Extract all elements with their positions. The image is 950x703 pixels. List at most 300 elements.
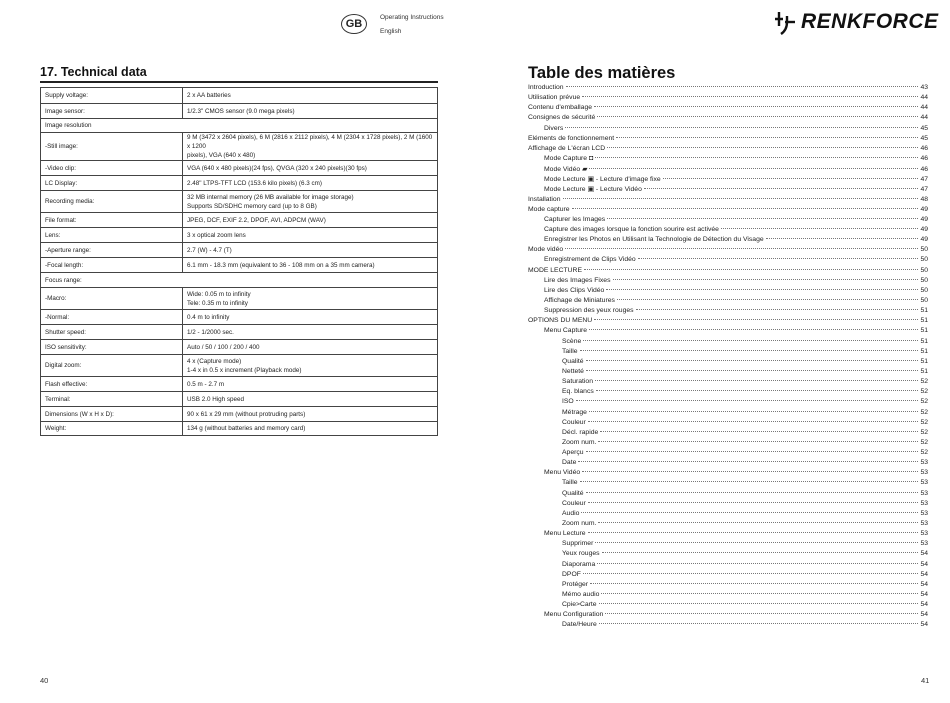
toc-page-number: 51	[920, 307, 928, 315]
toc-leader-dots	[613, 279, 919, 280]
toc-entry-label	[528, 145, 605, 152]
header-instructions: Operating Instructions	[380, 14, 444, 21]
spec-row	[41, 422, 438, 436]
toc-page-number: 53	[920, 499, 928, 507]
toc-title: Table des matières	[528, 64, 676, 82]
toc-entry-label	[562, 449, 584, 456]
toc-entry-text: Menu Lecture	[544, 530, 586, 538]
toc-page-number: 45	[920, 134, 928, 142]
toc-entry-label	[544, 530, 586, 537]
toc-page-number: 54	[920, 560, 928, 568]
toc-leader-dots	[605, 613, 918, 614]
toc-leader-dots	[586, 360, 919, 361]
toc-page-number: 54	[920, 550, 928, 558]
spec-label: LC Display:	[41, 176, 183, 191]
toc-entry-label	[562, 581, 588, 588]
toc-page-number: 52	[920, 418, 928, 426]
toc-entry[interactable]	[528, 135, 928, 145]
toc-entry[interactable]	[528, 540, 928, 550]
toc-entry[interactable]	[528, 277, 928, 287]
toc-entry[interactable]	[528, 378, 928, 388]
spec-value-line: 0.5 m - 2.7 m	[187, 380, 225, 388]
spec-label: -Video clip:	[41, 161, 183, 176]
spec-label: ISO sensitivity:	[41, 340, 183, 355]
spec-row	[41, 325, 438, 340]
toc-leader-dots	[602, 552, 919, 553]
toc-entry[interactable]	[528, 297, 928, 307]
toc-entry-label	[562, 368, 584, 375]
spec-value-line: 1/2 - 1/2000 sec.	[187, 328, 234, 336]
spec-value	[183, 407, 438, 422]
spec-label: Image sensor:	[41, 104, 183, 119]
spec-label: Supply voltage:	[41, 88, 183, 104]
toc-leader-dots	[644, 188, 919, 189]
toc-entry-text: Qualité	[562, 357, 584, 365]
spec-label: -Focal length:	[41, 258, 183, 273]
toc-entry[interactable]	[528, 338, 928, 348]
toc-leader-dots	[606, 289, 918, 290]
toc-entry-label	[562, 338, 581, 345]
toc-page-number: 50	[920, 276, 928, 284]
spec-row	[41, 407, 438, 422]
toc-entry-label	[562, 601, 597, 608]
toc-page-number: 52	[920, 388, 928, 396]
spec-row	[41, 288, 438, 310]
spec-value	[183, 161, 438, 176]
toc-page-number: 50	[920, 296, 928, 304]
toc-entry[interactable]	[528, 236, 928, 246]
spec-value	[183, 422, 438, 436]
spec-row	[41, 273, 438, 288]
toc-leader-dots	[589, 411, 919, 412]
toc-leader-dots	[617, 299, 919, 300]
toc-entry-text: Capturer les Images	[544, 215, 606, 223]
toc-leader-dots	[598, 441, 918, 442]
toc-entry-text: Diaporama	[562, 560, 596, 568]
toc-leader-dots	[582, 471, 918, 472]
toc-entry-label	[528, 135, 614, 142]
toc-page-number: 53	[920, 520, 928, 528]
toc-entry[interactable]	[528, 419, 928, 429]
spec-label: -Normal:	[41, 310, 183, 325]
toc-leader-dots	[565, 127, 918, 128]
table-of-contents	[528, 84, 928, 632]
toc-entry-text: Supprimer	[562, 540, 594, 548]
toc-entry[interactable]	[528, 520, 928, 530]
toc-entry[interactable]	[528, 388, 928, 398]
page-number-left: 40	[40, 676, 49, 685]
spec-label: -Aperture range:	[41, 243, 183, 258]
spec-value-line: 0.4 m to infinity	[187, 313, 230, 321]
toc-leader-dots	[600, 431, 918, 432]
toc-entry-label	[528, 246, 563, 253]
toc-entry-text: DPOF	[562, 570, 581, 578]
toc-entry-text: Mode Lecture	[544, 186, 586, 194]
toc-page-number: 46	[920, 154, 928, 162]
toc-entry-text: Mode capture	[528, 205, 570, 213]
spec-value-line: pixels), VGA (640 x 480)	[187, 152, 256, 159]
mode-icon: ▰	[582, 166, 588, 174]
toc-page-number: 52	[920, 449, 928, 457]
toc-entry[interactable]	[528, 409, 928, 419]
toc-leader-dots	[584, 269, 918, 270]
toc-page-number: 52	[920, 428, 928, 436]
spec-value	[183, 104, 438, 119]
toc-leader-dots	[581, 512, 918, 513]
toc-entry-text: Décl. rapide	[562, 428, 599, 436]
toc-page-number: 51	[920, 327, 928, 335]
spec-label: Digital zoom:	[41, 355, 183, 377]
toc-leader-dots	[578, 461, 918, 462]
toc-entry-label	[562, 561, 595, 568]
toc-entry-text: Menu Configuration	[544, 611, 604, 619]
spec-value-line: 1/2.3" CMOS sensor (9.0 mega pixels)	[187, 107, 295, 115]
toc-entry-text: Protéger	[562, 580, 589, 588]
toc-entry[interactable]	[528, 479, 928, 489]
renkforce-logo-icon	[775, 8, 797, 36]
toc-entry-text: Mode Capture	[544, 154, 588, 162]
toc-entry-label	[562, 398, 574, 405]
toc-page-number: 54	[920, 570, 928, 578]
toc-leader-dots	[607, 147, 918, 148]
header-language: English	[380, 28, 402, 35]
toc-entry[interactable]	[528, 469, 928, 479]
toc-entry-text: Installation	[528, 195, 561, 203]
toc-entry[interactable]	[528, 226, 928, 236]
toc-entry-text: Enregistrer les Photos en Utilisant la Technologie de Détection du Visage	[544, 236, 764, 244]
toc-entry[interactable]	[528, 581, 928, 591]
toc-entry-label	[562, 490, 584, 497]
spec-row	[41, 88, 438, 104]
toc-entry-label	[528, 317, 592, 324]
toc-entry-label	[562, 388, 594, 395]
spec-value-line: Auto / 50 / 100 / 200 / 400	[187, 343, 260, 351]
toc-entry[interactable]	[528, 601, 928, 611]
toc-entry-text: Menu Vidéo	[544, 469, 581, 477]
toc-entry[interactable]	[528, 368, 928, 378]
toc-page-number: 44	[920, 94, 928, 102]
toc-entry-label	[562, 550, 600, 557]
toc-entry-label	[544, 611, 603, 618]
toc-entry-label	[544, 256, 636, 263]
right-page	[475, 0, 950, 703]
toc-leader-dots	[596, 390, 919, 391]
toc-entry-text: Lire des Images Fixes	[544, 276, 611, 284]
toc-page-number: 51	[920, 367, 928, 375]
toc-entry[interactable]	[528, 398, 928, 408]
toc-entry-text: Yeux rouges	[562, 550, 600, 558]
toc-entry[interactable]	[528, 185, 928, 195]
spec-value-line: Wide: 0.05 m to infinity	[187, 290, 251, 298]
toc-page-number: 43	[920, 84, 928, 91]
spec-value	[183, 191, 438, 213]
toc-leader-dots	[594, 319, 918, 320]
spec-value-line: 2 x AA batteries	[187, 92, 231, 99]
toc-leader-dots	[588, 502, 919, 503]
toc-page-number: 47	[920, 186, 928, 194]
toc-entry-suffix: - Lecture d'image fixe	[593, 176, 661, 184]
spec-value-line: 4 x (Capture mode)	[187, 357, 242, 365]
toc-entry-text: Scène	[562, 337, 582, 345]
toc-page-number: 49	[920, 236, 928, 244]
spec-row	[41, 228, 438, 243]
toc-entry[interactable]	[528, 530, 928, 540]
toc-entry[interactable]	[528, 256, 928, 266]
spec-value	[183, 176, 438, 191]
spec-value-line: Tele: 0.35 m to infinity	[187, 299, 248, 307]
toc-leader-dots	[598, 522, 918, 523]
language-badge: GB	[341, 14, 367, 34]
toc-entry-text: Qualité	[562, 489, 584, 497]
toc-entry-text: Menu Capture	[544, 327, 588, 335]
toc-leader-dots	[638, 258, 919, 259]
toc-entry-text: Lire des Clips Vidéo	[544, 286, 605, 294]
spec-value-line: VGA (640 x 480 pixels)(24 fps), QVGA (320 x 240 pixels)(30 fps)	[187, 164, 367, 172]
toc-entry[interactable]	[528, 94, 928, 104]
toc-entry-label	[544, 125, 563, 132]
toc-entry-label	[562, 378, 593, 385]
spec-label: Lens:	[41, 228, 183, 243]
toc-entry[interactable]	[528, 307, 928, 317]
toc-entry-label	[562, 540, 593, 547]
toc-entry-text: Affichage de Miniatures	[544, 296, 615, 304]
toc-page-number: 51	[920, 347, 928, 355]
toc-leader-dots	[597, 563, 918, 564]
toc-page-number: 53	[920, 540, 928, 548]
spec-label: -Still image:	[41, 133, 183, 161]
toc-entry-text: MODE LECTURE	[528, 266, 583, 274]
toc-page-number: 49	[920, 225, 928, 233]
technical-data-table	[40, 87, 438, 436]
toc-entry[interactable]	[528, 439, 928, 449]
toc-entry[interactable]	[528, 267, 928, 277]
toc-entry-text: Date	[562, 459, 577, 467]
spec-value	[183, 288, 438, 310]
toc-page-number: 49	[920, 205, 928, 213]
toc-entry-text: Cpie>Carte	[562, 601, 597, 609]
toc-page-number: 53	[920, 509, 928, 517]
toc-entry[interactable]	[528, 287, 928, 297]
toc-entry[interactable]	[528, 490, 928, 500]
toc-entry[interactable]	[528, 510, 928, 520]
toc-page-number: 54	[920, 611, 928, 619]
toc-page-number: 51	[920, 357, 928, 365]
toc-entry[interactable]	[528, 459, 928, 469]
toc-leader-dots	[594, 106, 918, 107]
toc-entry[interactable]	[528, 449, 928, 459]
toc-leader-dots	[597, 116, 918, 117]
toc-leader-dots	[721, 228, 919, 229]
spec-label: -Macro:	[41, 288, 183, 310]
toc-page-number: 54	[920, 580, 928, 588]
toc-leader-dots	[588, 421, 919, 422]
spec-value	[183, 243, 438, 258]
toc-leader-dots	[586, 451, 919, 452]
spec-row	[41, 377, 438, 392]
mode-icon: ◘	[589, 154, 594, 162]
toc-leader-dots	[580, 350, 919, 351]
toc-entry[interactable]	[528, 246, 928, 256]
toc-entry-label	[562, 500, 586, 507]
spec-row	[41, 310, 438, 325]
toc-entry-label	[562, 439, 596, 446]
toc-leader-dots	[576, 400, 919, 401]
toc-entry-text: Affichage de L'écran LCD	[528, 144, 606, 152]
toc-entry-text: Métrage	[562, 408, 587, 416]
toc-page-number: 53	[920, 489, 928, 497]
toc-entry[interactable]	[528, 155, 928, 165]
toc-leader-dots	[601, 593, 918, 594]
toc-entry-label	[544, 185, 642, 193]
toc-leader-dots	[599, 603, 919, 604]
toc-entry-label	[544, 297, 615, 304]
toc-entry[interactable]	[528, 621, 928, 631]
toc-entry-label	[562, 591, 599, 598]
toc-leader-dots	[582, 96, 918, 97]
toc-entry[interactable]	[528, 206, 928, 216]
toc-page-number: 46	[920, 166, 928, 174]
toc-entry[interactable]	[528, 327, 928, 337]
toc-entry[interactable]	[528, 114, 928, 124]
toc-entry-label	[544, 307, 634, 314]
toc-entry[interactable]	[528, 611, 928, 621]
spec-row	[41, 213, 438, 228]
toc-entry[interactable]	[528, 591, 928, 601]
spec-label: Focus range:	[41, 273, 438, 288]
toc-leader-dots	[563, 198, 919, 199]
toc-entry-label	[562, 419, 586, 426]
spec-value	[183, 340, 438, 355]
toc-entry-text: Date/Heure	[562, 621, 597, 629]
toc-page-number: 44	[920, 104, 928, 112]
spec-value	[183, 325, 438, 340]
toc-leader-dots	[565, 248, 918, 249]
toc-entry-text: Utilisation prévue	[528, 94, 581, 102]
spec-label: Dimensions (W x H x D):	[41, 407, 183, 422]
spec-value-line: 1-4 x in 0.5 x increment (Playback mode)	[187, 366, 302, 374]
toc-page-number: 54	[920, 591, 928, 599]
spec-label: Terminal:	[41, 392, 183, 407]
toc-entry-label	[562, 520, 596, 527]
toc-entry-label	[528, 267, 582, 274]
toc-leader-dots	[586, 492, 919, 493]
toc-entry-label	[528, 114, 595, 121]
brand-name: RENKFORCE	[801, 10, 939, 33]
toc-leader-dots	[663, 178, 919, 179]
toc-entry-label	[562, 510, 579, 517]
toc-entry[interactable]	[528, 145, 928, 155]
toc-page-number: 53	[920, 479, 928, 487]
spec-row	[41, 258, 438, 273]
mode-icon: ▣	[587, 176, 594, 184]
toc-entry-label	[528, 206, 570, 213]
spec-label: Recording media:	[41, 191, 183, 213]
toc-entry-text: Saturation	[562, 378, 593, 386]
toc-entry[interactable]	[528, 348, 928, 358]
toc-entry-label	[544, 165, 587, 173]
toc-leader-dots	[583, 573, 919, 574]
spec-row	[41, 191, 438, 213]
toc-leader-dots	[599, 623, 919, 624]
toc-entry-label	[544, 175, 661, 183]
toc-entry-suffix: - Lecture Vidéo	[593, 186, 642, 194]
toc-leader-dots	[588, 532, 919, 533]
toc-entry-text: Capture des images lorsque la fonction sourire est activée	[544, 225, 719, 233]
spec-value-line: 134 g (without batteries and memory card)	[187, 425, 306, 432]
toc-entry-text: Taille	[562, 479, 578, 487]
toc-leader-dots	[589, 168, 918, 169]
toc-page-number: 52	[920, 438, 928, 446]
toc-page-number: 47	[920, 176, 928, 184]
toc-page-number: 51	[920, 337, 928, 345]
spec-value	[183, 228, 438, 243]
toc-entry-text: Mode vidéo	[528, 246, 564, 254]
toc-entry-text: Audio	[562, 509, 580, 517]
spec-value-line: 6.1 mm - 18.3 mm (equivalent to 36 - 108 mm on a 35 mm camera)	[187, 261, 375, 269]
toc-entry-label	[544, 226, 719, 233]
toc-entry-label	[544, 327, 587, 334]
toc-entry-label	[544, 287, 604, 294]
toc-entry-text: Divers	[544, 124, 564, 132]
toc-entry[interactable]	[528, 500, 928, 510]
toc-entry-label	[544, 216, 605, 223]
toc-entry[interactable]	[528, 429, 928, 439]
toc-entry[interactable]	[528, 358, 928, 368]
spec-value-line: 3 x optical zoom lens	[187, 231, 246, 239]
toc-leader-dots	[583, 340, 918, 341]
toc-page-number: 50	[920, 266, 928, 274]
toc-entry[interactable]	[528, 571, 928, 581]
toc-entry[interactable]	[528, 84, 928, 94]
toc-entry-label	[528, 84, 564, 91]
toc-leader-dots	[589, 329, 918, 330]
toc-leader-dots	[566, 86, 919, 87]
spec-row	[41, 355, 438, 377]
toc-entry-text: Consignes de sécurité	[528, 114, 596, 122]
toc-entry-text: OPTIONS DU MENU	[528, 317, 593, 325]
spec-value	[183, 310, 438, 325]
mode-icon: ▣	[587, 186, 594, 194]
toc-entry-label	[528, 104, 592, 111]
toc-leader-dots	[572, 208, 919, 209]
toc-entry[interactable]	[528, 104, 928, 114]
spec-row	[41, 243, 438, 258]
spec-row	[41, 161, 438, 176]
toc-entry[interactable]	[528, 196, 928, 206]
spec-row	[41, 104, 438, 119]
spec-value	[183, 377, 438, 392]
spec-value	[183, 133, 438, 161]
toc-entry[interactable]	[528, 175, 928, 185]
toc-page-number: 53	[920, 530, 928, 538]
spec-value	[183, 213, 438, 228]
spec-label: Shutter speed:	[41, 325, 183, 340]
toc-entry-text: Eléments de fonctionnement	[528, 134, 615, 142]
toc-entry[interactable]	[528, 125, 928, 135]
toc-entry[interactable]	[528, 550, 928, 560]
spec-value	[183, 258, 438, 273]
toc-entry-text: Mode Lecture	[544, 176, 586, 184]
toc-page-number: 54	[920, 601, 928, 609]
toc-entry[interactable]	[528, 317, 928, 327]
toc-entry[interactable]	[528, 165, 928, 175]
toc-entry[interactable]	[528, 561, 928, 571]
toc-page-number: 53	[920, 459, 928, 467]
spec-label: File format:	[41, 213, 183, 228]
toc-entry[interactable]	[528, 216, 928, 226]
spec-label: Flash effective:	[41, 377, 183, 392]
toc-entry-label	[544, 236, 764, 243]
